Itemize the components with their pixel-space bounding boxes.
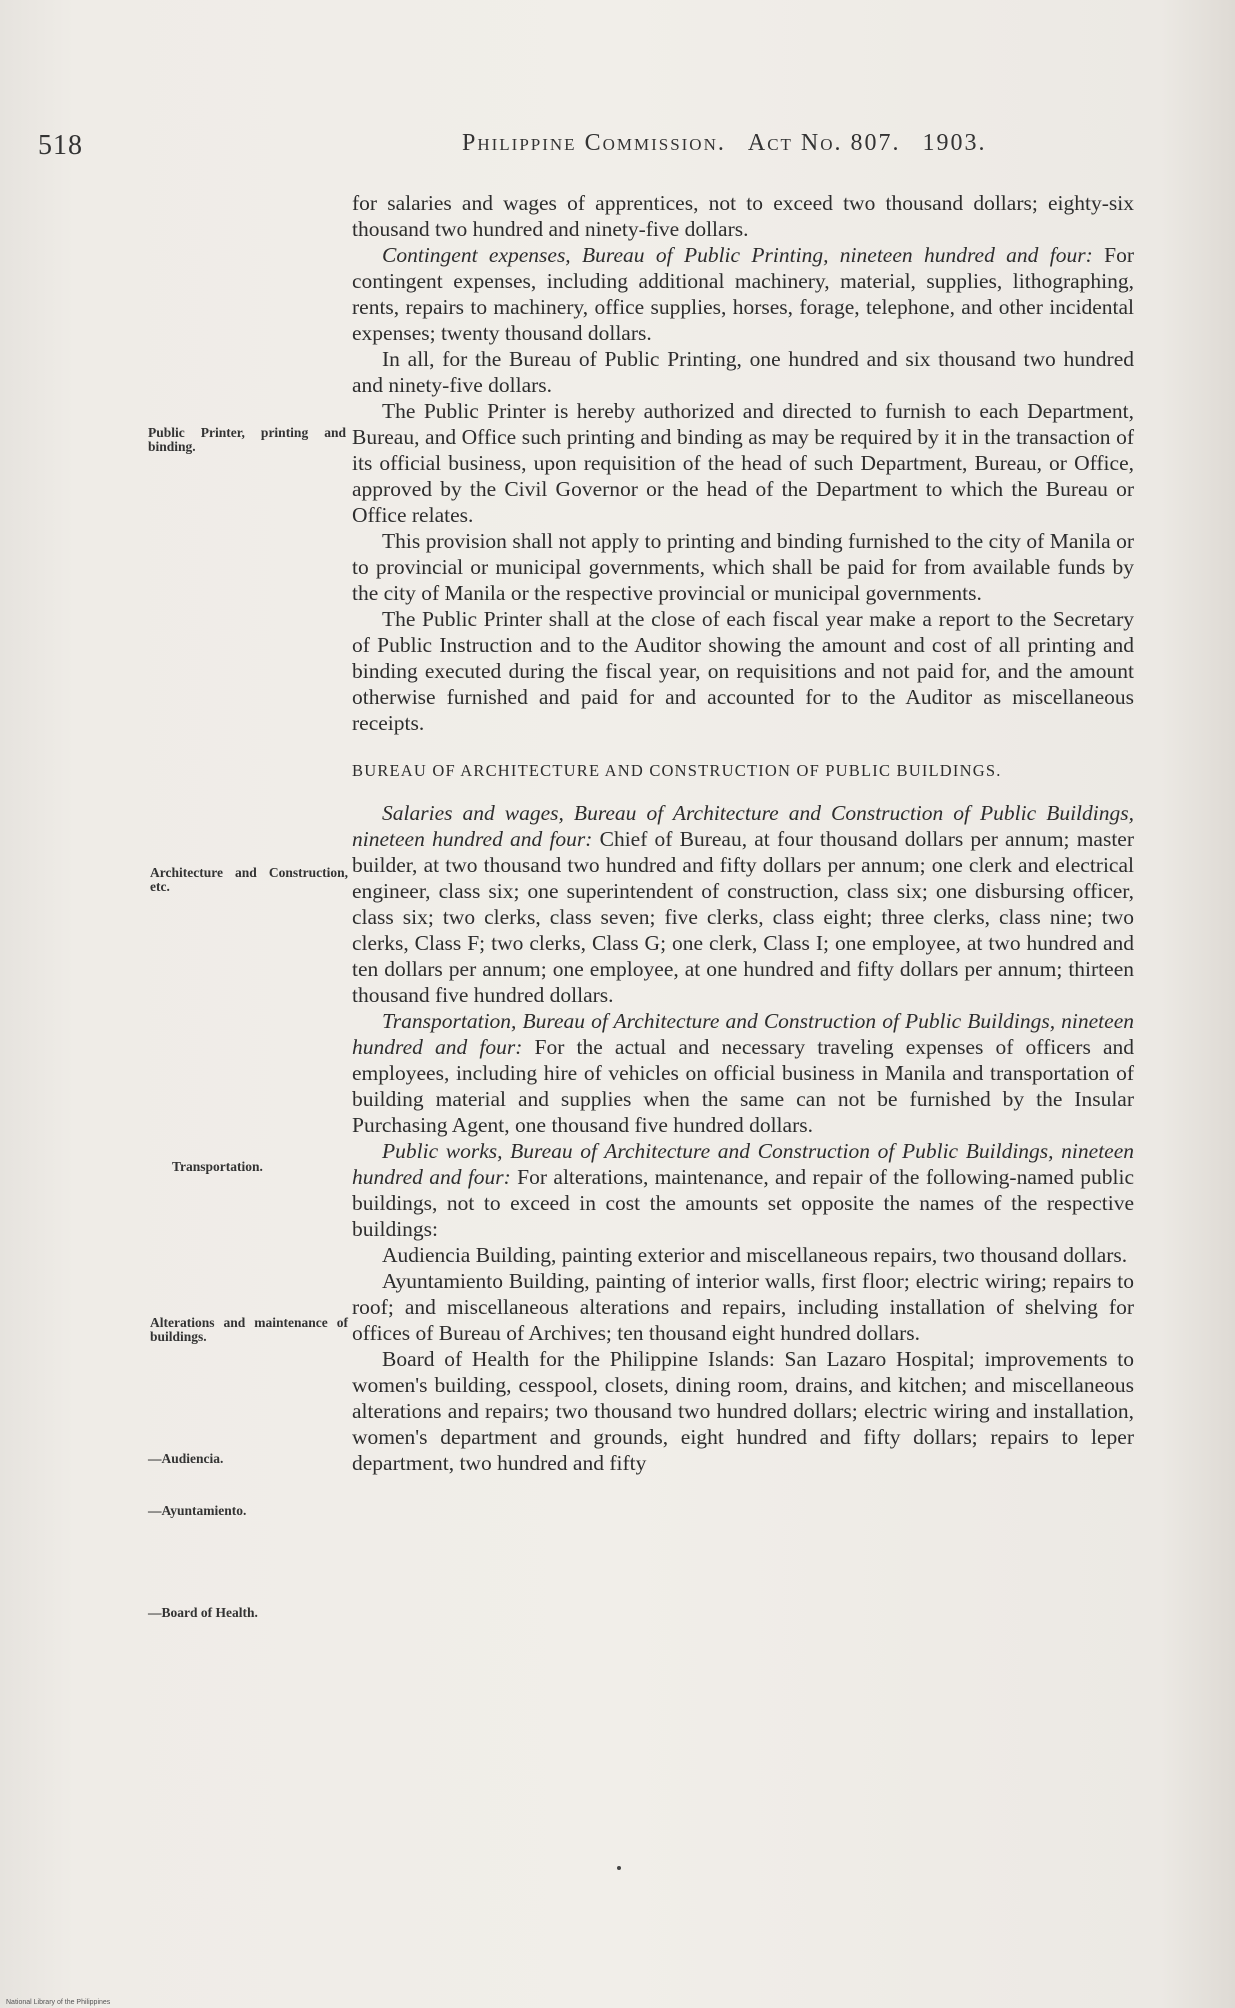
paragraph-board-of-health: Board of Health for the Philippine Islands: San Lazaro Hospital; improvements to women's building, cesspool, closets, dining room, drains, and kitchen; and miscellaneous alterations and repairs; two thousand two hundred dollars; electric wiring and installation, women's department and grounds, eight hundred and fifty dollars; repairs to leper department, two hundred and fifty <box>352 1347 1134 1475</box>
page-number: 518 <box>38 130 83 161</box>
paragraph-contingent-text: For contingent expenses, including additional machinery, material, supplies, lithographing, rents, repairs to machinery, office supplies, horses, forage, telephone, and other incidental expenses; twenty thousand dollars. <box>352 243 1134 345</box>
paragraph-printing-total: In all, for the Bureau of Public Printing, one hundred and six thousand two hundred and ninety-five dollars. <box>352 347 1134 397</box>
running-head <box>462 130 987 157</box>
paragraph-transportation <box>352 1008 1134 1138</box>
paragraph-salaries-heading: Salaries and wages, Bureau of Architecture and Construction of Public Buildings, nineteen hundred and four: <box>352 801 1134 851</box>
margin-note-alterations: Alterations and maintenance of buildings. <box>150 1315 348 1344</box>
margin-note-transportation: Transportation. <box>172 1159 263 1174</box>
paragraph-public-works-text: For alterations, maintenance, and repair of the following-named public buildings, not to exceed in cost the amounts set opposite the names of the respective buildings: <box>352 1165 1134 1241</box>
margin-note-public-printer: Public Printer, printing and binding. <box>148 425 346 454</box>
section-heading-architecture: BUREAU OF ARCHITECTURE AND CONSTRUCTION OF PUBLIC BUILDINGS. <box>352 761 1002 780</box>
paragraph-public-printer: The Public Printer is hereby authorized and directed to furnish to each Department, Bureau, and Office such printing and binding as may be required by it in the transaction of its official business, upon requisition of the head of such Department, Bureau, or Office, approved by the Civil Governor or the head of the Department to which the Bureau or Office relates. <box>352 399 1134 527</box>
body-text <box>352 190 1134 1476</box>
paragraph-salaries-text: Chief of Bureau, at four thousand dollars per annum; master builder, at two thousand two hundred and fifty dollars per annum; one clerk and electrical engineer, class six; one superintendent of construction, class six; one disbursing officer, class six; two clerks, class seven; five clerks, class eight; three clerks, class nine; two clerks, Class F; two clerks, Class G; one clerk, Class I; one employee, at two hundred and ten dollars per annum; one employee, at one hundred and fifty dollars per annum; thirteen thousand five hundred dollars. <box>352 827 1135 1007</box>
paragraph-contingent-heading: Contingent expenses, Bureau of Public Printing, nineteen hundred and four: <box>382 243 1093 267</box>
paragraph-provision: This provision shall not apply to printing and binding furnished to the city of Manila or to provincial or municipal governments, which shall be paid for from available funds by the city of Manila or the respective provincial or municipal governments. <box>352 529 1134 605</box>
running-head-title: Philippine Commission. <box>462 130 726 156</box>
paragraph-contingent-expenses <box>352 242 1134 346</box>
paragraph-ayuntamiento: Ayuntamiento Building, painting of interior walls, first floor; electric wiring; repairs to roof; and miscellaneous alterations and repairs, including installation of shelving for offices of Bureau of Archives; ten thousand eight hundred dollars. <box>352 1269 1134 1345</box>
page-header <box>0 130 1235 170</box>
paragraph-salaries <box>352 800 1134 1008</box>
footer-source-note: National Library of the Philippines <box>6 1999 111 2006</box>
print-speck <box>617 1866 621 1870</box>
margin-note-board-of-health: —Board of Health. <box>148 1605 258 1620</box>
paragraph-public-works <box>352 1138 1134 1242</box>
paragraph-annual-report: The Public Printer shall at the close of each fiscal year make a report to the Secretary of Public Instruction and to the Auditor showing the amount and cost of all printing and binding executed during the fiscal year, on requisitions and not paid for, and the amount otherwise furnished and paid for and accounted for to the Auditor as miscellaneous receipts. <box>352 607 1134 735</box>
running-head-act: Act No. 807. <box>747 130 901 156</box>
margin-note-architecture: Architecture and Construction, etc. <box>150 865 348 894</box>
paragraph-transportation-heading: Transportation, Bureau of Architecture and Construction of Public Buildings, nineteen hundred and four: <box>352 1009 1134 1059</box>
margin-note-audiencia: —Audiencia. <box>148 1451 224 1466</box>
paragraph-audiencia: Audiencia Building, painting exterior and miscellaneous repairs, two thousand dollars. <box>382 1243 1128 1267</box>
paragraph-public-works-heading: Public works, Bureau of Architecture and Construction of Public Buildings, nineteen hundred and four: <box>352 1139 1134 1189</box>
paragraph-transportation-text: For the actual and necessary traveling expenses of officers and employees, including hire of vehicles on official business in Manila and transportation of building material and supplies when the same can not be furnished by the Insular Purchasing Agent, one thousand five hundred dollars. <box>352 1035 1134 1137</box>
paragraph-apprentices: for salaries and wages of apprentices, not to exceed two thousand dollars; eighty-six thousand two hundred and ninety-five dollars. <box>352 191 1134 241</box>
margin-note-ayuntamiento: —Ayuntamiento. <box>148 1503 247 1518</box>
running-head-year: 1903. <box>922 130 987 156</box>
